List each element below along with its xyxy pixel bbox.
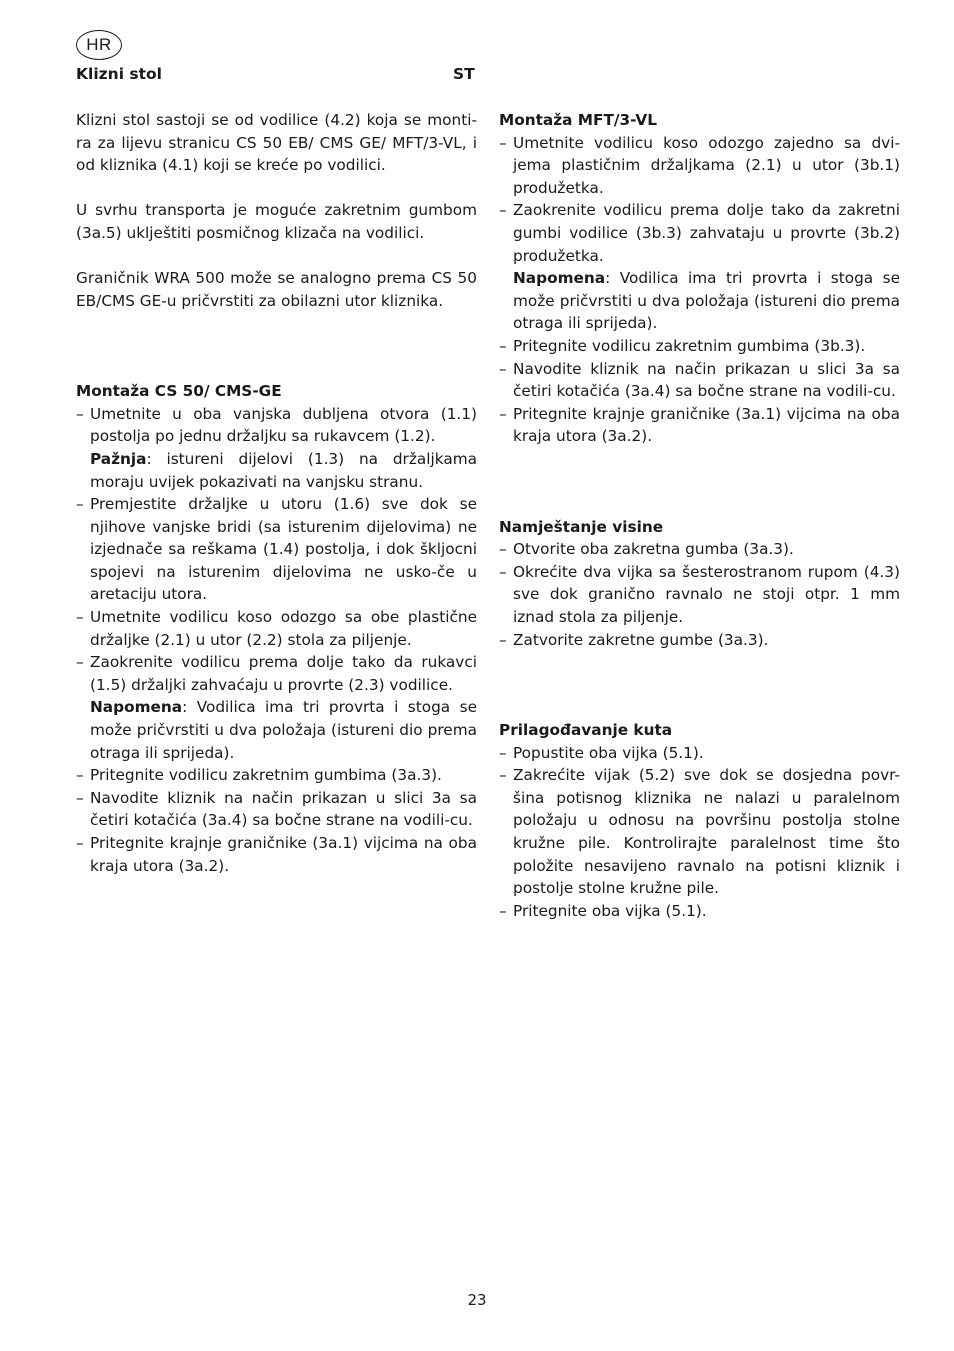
section-title: Klizni stol xyxy=(76,65,162,83)
list-item: – Pritegnite oba vijka (5.1). xyxy=(499,900,900,923)
language-badge xyxy=(76,30,122,60)
list-item-note xyxy=(76,448,477,493)
intro-paragraph-2: U svrhu transporta je moguće zakretnim gumbom (3a.5) uklještiti posmičnog klizača na vodilici. xyxy=(76,201,477,242)
list-item: – Zaokrenite vodilicu prema dolje tako da zakretni gumbi vodilice (3b.3) zahvataju u provrte (3b.2) produžetka. xyxy=(499,199,900,267)
cs50-heading: Montaža CS 50/ CMS-GE xyxy=(76,382,282,401)
list-item: – Pritegnite krajnje graničnike (3a.1) vijcima na oba kraja utora (3a.2). xyxy=(499,403,900,448)
list-item: – Otvorite oba zakretna gumba (3a.3). xyxy=(499,538,900,561)
angle-heading: Prilagođavanje kuta xyxy=(499,721,673,740)
angle-steps xyxy=(499,742,900,923)
list-item: – Popustite oba vijka (5.1). xyxy=(499,742,900,765)
note-label: Napomena xyxy=(513,269,606,288)
intro-paragraph-1: Klizni stol sastoji se od vodilice (4.2) koja se monti-ra za lijevu stranicu CS 50 EB/ CMS GE/ MFT/3-VL, i od kliznika (4.1) koji se kreće po vodilici. xyxy=(76,111,477,175)
note-label: Napomena xyxy=(90,698,183,717)
section-code: ST xyxy=(453,65,475,83)
list-item: – Zatvorite zakretne gumbe (3a.3). xyxy=(499,629,900,652)
list-item: – Okrećite dva vijka sa šesterostranom rupom (4.3) sve dok granično ravnalo ne stoji otpr. 1 mm iznad stola za piljenje. xyxy=(499,561,900,629)
intro-paragraph-3: Graničnik WRA 500 može se analogno prema CS 50 EB/CMS GE-u pričvrstiti za obilazni utor kliznika. xyxy=(76,269,477,310)
note-text: : Vodilica ima tri provrta i stoga se može pričvrstiti u dva položaja (istureni dio prema otraga ili sprijeda). xyxy=(513,269,900,333)
note-text: : istureni dijelovi (1.3) na držaljkama moraju uvijek pokazivati na vanjsku stranu. xyxy=(90,449,477,491)
cs50-steps xyxy=(76,403,477,877)
page-number: 23 xyxy=(467,1291,487,1309)
mft-steps xyxy=(499,132,900,448)
list-item: – Pritegnite vodilicu zakretnim gumbima (3b.3). xyxy=(499,335,900,358)
list-item-note xyxy=(499,267,900,335)
language-code: HR xyxy=(86,35,112,54)
right-column xyxy=(499,109,900,922)
list-item-note xyxy=(76,696,477,764)
note-label: Pažnja xyxy=(90,449,147,468)
list-item: – Zaokrenite vodilicu prema dolje tako da rukavci (1.5) držaljki zahvaćaju u provrte (2.3) vodilice. xyxy=(76,651,477,696)
list-item: – Navodite kliznik na način prikazan u slici 3a sa četiri kotačića (3a.4) sa bočne strane na vodili-cu. xyxy=(76,787,477,832)
list-item: – Pritegnite vodilicu zakretnim gumbima (3a.3). xyxy=(76,764,477,787)
list-item: – Umetnite vodilicu koso odozgo sa obe plastične držaljke (2.1) u utor (2.2) stola za piljenje. xyxy=(76,606,477,651)
list-item: – Pritegnite krajnje graničnike (3a.1) vijcima na oba kraja utora (3a.2). xyxy=(76,832,477,877)
list-item: – Premjestite držaljke u utoru (1.6) sve dok se njihove vanjske bridi (sa isturenim dijelovima) ne izjednače sa reškama (1.4) postolja, i dok škljocni spojevi na isturenim dijelovima ne usko-če u aretaciju utora. xyxy=(76,493,477,606)
height-heading: Namještanje visine xyxy=(499,517,664,536)
note-text: : Vodilica ima tri provrta i stoga se može pričvrstiti u dva položaja (istureni dio prema otraga ili sprijeda). xyxy=(90,698,477,762)
left-column xyxy=(76,109,477,877)
list-item: – Navodite kliznik na način prikazan u slici 3a sa četiri kotačića (3a.4) sa bočne strane na vodili-cu. xyxy=(499,358,900,403)
height-steps xyxy=(499,538,900,651)
mft-heading: Montaža MFT/3-VL xyxy=(499,111,657,129)
list-item: – Umetnite u oba vanjska dubljena otvora (1.1) postolja po jednu držaljku sa rukavcem (1.2). xyxy=(76,403,477,448)
list-item: – Zakrećite vijak (5.2) sve dok se dosjedna povr-šina potisnog kliznika ne nalazi u paralelnom položaju u odnosu na površinu postolja stolne kružne pile. Kontrolirajte paralelnost time što položite nesavijeno ravnalo na potisni kliznik i postolje stolne kružne pile. xyxy=(499,764,900,900)
list-item: – Umetnite vodilicu koso odozgo zajedno sa dvi-jema plastičnim držaljkama (2.1) u utor (3b.1) produžetka. xyxy=(499,132,900,200)
